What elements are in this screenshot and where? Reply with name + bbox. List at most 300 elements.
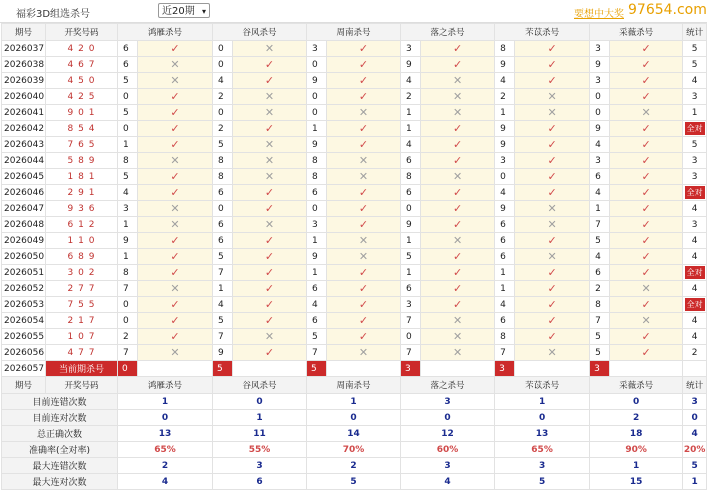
check-icon: ✓ [233, 57, 307, 73]
current-empty-cell [327, 361, 401, 377]
cross-icon: ✕ [421, 89, 495, 105]
stats-label: 最大连错次数 [2, 458, 118, 474]
kill-number: 9 [495, 137, 515, 153]
kill-number: 0 [495, 169, 515, 185]
kill-number: 0 [213, 201, 233, 217]
period-id: 2026038 [2, 57, 46, 73]
header-draw: 开奖号码 [46, 24, 118, 41]
check-icon: ✓ [233, 297, 307, 313]
cross-icon: ✕ [233, 169, 307, 185]
kill-number: 8 [307, 169, 327, 185]
stats-value: 3 [401, 458, 495, 474]
header-group: 谷风杀号 [213, 377, 307, 394]
check-icon: ✓ [138, 185, 213, 201]
kill-number-table [1, 23, 707, 490]
check-icon: ✓ [515, 169, 590, 185]
kill-number: 6 [401, 185, 421, 201]
kill-number: 3 [307, 41, 327, 57]
stats-label: 目前连对次数 [2, 410, 118, 426]
stats-label: 准确率(全对率) [2, 442, 118, 458]
draw-number: 8 5 4 [46, 121, 118, 137]
kill-number: 4 [213, 73, 233, 89]
stats-value: 5 [307, 474, 401, 490]
cross-icon: ✕ [421, 105, 495, 121]
row-stat: 4 [683, 313, 707, 329]
stats-value: 4 [118, 474, 213, 490]
kill-number: 6 [213, 217, 233, 233]
kill-number: 9 [401, 217, 421, 233]
check-icon: ✓ [233, 73, 307, 89]
kill-number: 1 [495, 265, 515, 281]
check-icon: ✓ [327, 281, 401, 297]
row-stat: 4 [683, 201, 707, 217]
row-stat: 3 [683, 217, 707, 233]
kill-number: 6 [590, 169, 610, 185]
check-icon: ✓ [327, 297, 401, 313]
draw-number: 1 1 0 [46, 233, 118, 249]
period-id: 2026051 [2, 265, 46, 281]
stats-value: 5 [495, 474, 590, 490]
header-group: 芣苡杀号 [495, 377, 590, 394]
draw-number: 7 6 5 [46, 137, 118, 153]
header-group: 周南杀号 [307, 377, 401, 394]
stats-value: 11 [213, 426, 307, 442]
table-row [2, 153, 707, 169]
kill-number: 1 [118, 217, 138, 233]
header-draw: 开奖号码 [46, 377, 118, 394]
kill-number: 5 [118, 169, 138, 185]
current-empty-cell [610, 361, 683, 377]
cross-icon: ✕ [327, 105, 401, 121]
row-stat: 5 [683, 41, 707, 57]
row-stat: 1 [683, 105, 707, 121]
check-icon: ✓ [421, 201, 495, 217]
draw-number: 4 2 5 [46, 89, 118, 105]
cross-icon: ✕ [233, 153, 307, 169]
kill-number: 3 [307, 217, 327, 233]
stats-value: 0 [401, 410, 495, 426]
all-correct-badge: 全对 [686, 124, 703, 133]
check-icon: ✓ [515, 137, 590, 153]
check-icon: ✓ [515, 329, 590, 345]
table-row [2, 169, 707, 185]
stats-row [2, 394, 707, 410]
draw-number: 2 7 7 [46, 281, 118, 297]
check-icon: ✓ [515, 57, 590, 73]
kill-number: 3 [590, 153, 610, 169]
header-group: 落之杀号 [401, 24, 495, 41]
stats-label: 总正确次数 [2, 426, 118, 442]
kill-number: 6 [213, 185, 233, 201]
row-stat: 4 [683, 249, 707, 265]
stats-value: 2 [590, 410, 683, 426]
cross-icon: ✕ [138, 153, 213, 169]
row-stat: 2 [683, 345, 707, 361]
kill-number: 1 [307, 265, 327, 281]
draw-number: 4 5 0 [46, 73, 118, 89]
check-icon: ✓ [421, 281, 495, 297]
kill-number: 9 [590, 121, 610, 137]
cross-icon: ✕ [610, 105, 683, 121]
kill-number: 0 [590, 105, 610, 121]
current-kill-number: 3 [495, 361, 515, 377]
kill-number: 7 [118, 345, 138, 361]
kill-number: 6 [495, 233, 515, 249]
check-icon: ✓ [610, 41, 683, 57]
current-empty-cell [421, 361, 495, 377]
kill-number: 9 [495, 121, 515, 137]
kill-number: 4 [590, 137, 610, 153]
cross-icon: ✕ [327, 345, 401, 361]
check-icon: ✓ [515, 121, 590, 137]
period-id: 2026049 [2, 233, 46, 249]
stats-value: 4 [683, 426, 707, 442]
period-id: 2026056 [2, 345, 46, 361]
kill-number: 0 [401, 329, 421, 345]
promo-link[interactable]: 要想中大奖 [574, 9, 624, 20]
check-icon: ✓ [138, 105, 213, 121]
stats-value: 1 [495, 394, 590, 410]
row-stat: 3 [683, 89, 707, 105]
stats-value: 65% [118, 442, 213, 458]
kill-number: 6 [307, 281, 327, 297]
kill-number: 6 [495, 217, 515, 233]
stats-label: 目前连错次数 [2, 394, 118, 410]
kill-number: 9 [495, 201, 515, 217]
cross-icon: ✕ [610, 281, 683, 297]
row-stat: 5 [683, 57, 707, 73]
check-icon: ✓ [515, 297, 590, 313]
cross-icon: ✕ [421, 233, 495, 249]
check-icon: ✓ [610, 89, 683, 105]
cross-icon: ✕ [610, 313, 683, 329]
kill-number: 6 [307, 313, 327, 329]
stats-value: 3 [401, 394, 495, 410]
table-row [2, 313, 707, 329]
all-correct-badge: 全对 [686, 300, 703, 309]
chevron-down-icon: ▾ [201, 7, 206, 16]
check-icon: ✓ [610, 345, 683, 361]
table-row [2, 41, 707, 57]
check-icon: ✓ [610, 217, 683, 233]
kill-number: 1 [118, 137, 138, 153]
kill-number: 5 [213, 249, 233, 265]
table-row [2, 73, 707, 89]
stats-value: 0 [307, 410, 401, 426]
kill-number: 0 [307, 57, 327, 73]
check-icon: ✓ [421, 153, 495, 169]
kill-number: 8 [213, 169, 233, 185]
draw-number: 7 5 5 [46, 297, 118, 313]
kill-number: 2 [590, 281, 610, 297]
cross-icon: ✕ [327, 153, 401, 169]
current-stat-cell [683, 361, 707, 377]
kill-number: 7 [495, 345, 515, 361]
kill-number: 8 [213, 153, 233, 169]
check-icon: ✓ [327, 265, 401, 281]
stats-value: 0 [213, 394, 307, 410]
kill-number: 2 [495, 89, 515, 105]
stats-value: 3 [495, 458, 590, 474]
kill-number: 8 [495, 329, 515, 345]
period-id: 2026040 [2, 89, 46, 105]
kill-number: 8 [495, 41, 515, 57]
check-icon: ✓ [138, 265, 213, 281]
kill-number: 1 [495, 105, 515, 121]
current-empty-cell [233, 361, 307, 377]
kill-number: 7 [213, 329, 233, 345]
cross-icon: ✕ [421, 73, 495, 89]
cross-icon: ✕ [421, 329, 495, 345]
check-icon: ✓ [610, 201, 683, 217]
cross-icon: ✕ [233, 41, 307, 57]
kill-number: 0 [213, 41, 233, 57]
kill-number: 6 [118, 57, 138, 73]
check-icon: ✓ [138, 249, 213, 265]
cross-icon: ✕ [138, 201, 213, 217]
cross-icon: ✕ [138, 345, 213, 361]
table-row [2, 281, 707, 297]
check-icon: ✓ [327, 329, 401, 345]
kill-number: 5 [401, 249, 421, 265]
kill-number: 7 [401, 345, 421, 361]
kill-number: 4 [495, 297, 515, 313]
check-icon: ✓ [327, 41, 401, 57]
header-group: 鸿雁杀号 [118, 377, 213, 394]
period-range-select[interactable] [158, 3, 210, 18]
cross-icon: ✕ [233, 105, 307, 121]
header-id: 期号 [2, 377, 46, 394]
stats-value: 1 [118, 394, 213, 410]
check-icon: ✓ [138, 41, 213, 57]
period-id: 2026045 [2, 169, 46, 185]
stats-value: 65% [495, 442, 590, 458]
stats-header [2, 377, 707, 394]
stats-label: 最大连对次数 [2, 474, 118, 490]
draw-number: 5 8 9 [46, 153, 118, 169]
stats-value: 6 [213, 474, 307, 490]
current-period-id: 2026057 [2, 361, 46, 377]
current-kill-number: 0 [118, 361, 138, 377]
draw-number: 2 9 1 [46, 185, 118, 201]
stats-value: 60% [401, 442, 495, 458]
check-icon: ✓ [138, 137, 213, 153]
table-row [2, 185, 707, 201]
stats-value: 18 [590, 426, 683, 442]
kill-number: 6 [213, 233, 233, 249]
top-bar [0, 0, 707, 23]
kill-number: 2 [213, 89, 233, 105]
stats-value: 12 [401, 426, 495, 442]
table-header [2, 24, 707, 41]
cross-icon: ✕ [515, 345, 590, 361]
kill-number: 6 [401, 281, 421, 297]
check-icon: ✓ [610, 137, 683, 153]
draw-number: 6 1 2 [46, 217, 118, 233]
kill-number: 5 [213, 313, 233, 329]
table-row [2, 345, 707, 361]
stats-row [2, 410, 707, 426]
check-icon: ✓ [515, 233, 590, 249]
row-stat [683, 297, 707, 313]
current-kill-number: 5 [307, 361, 327, 377]
check-icon: ✓ [233, 313, 307, 329]
check-icon: ✓ [421, 41, 495, 57]
stats-value: 0 [495, 410, 590, 426]
check-icon: ✓ [610, 153, 683, 169]
kill-number: 0 [213, 105, 233, 121]
cross-icon: ✕ [421, 345, 495, 361]
kill-number: 5 [590, 345, 610, 361]
cross-icon: ✕ [138, 73, 213, 89]
header-stat: 统计 [683, 377, 707, 394]
period-id: 2026055 [2, 329, 46, 345]
stats-value: 2 [307, 458, 401, 474]
kill-number: 9 [401, 57, 421, 73]
table-row [2, 249, 707, 265]
kill-number: 1 [590, 201, 610, 217]
kill-number: 5 [118, 73, 138, 89]
check-icon: ✓ [610, 73, 683, 89]
row-stat [683, 185, 707, 201]
cross-icon: ✕ [515, 217, 590, 233]
table-row [2, 217, 707, 233]
kill-number: 2 [213, 121, 233, 137]
row-stat: 3 [683, 153, 707, 169]
check-icon: ✓ [421, 185, 495, 201]
cross-icon: ✕ [233, 137, 307, 153]
header-stat: 统计 [683, 24, 707, 41]
table-row [2, 57, 707, 73]
check-icon: ✓ [515, 41, 590, 57]
table-row [2, 105, 707, 121]
kill-number: 9 [495, 57, 515, 73]
stats-value: 14 [307, 426, 401, 442]
check-icon: ✓ [610, 233, 683, 249]
current-kill-number: 3 [401, 361, 421, 377]
header-id: 期号 [2, 24, 46, 41]
kill-number: 8 [590, 297, 610, 313]
site-watermark: 97654.com [628, 2, 707, 18]
table-row [2, 265, 707, 281]
all-correct-badge: 全对 [686, 188, 703, 197]
period-id: 2026050 [2, 249, 46, 265]
check-icon: ✓ [327, 121, 401, 137]
kill-number: 3 [401, 297, 421, 313]
current-empty-cell [138, 361, 213, 377]
cross-icon: ✕ [327, 233, 401, 249]
check-icon: ✓ [610, 297, 683, 313]
stats-value: 15 [590, 474, 683, 490]
kill-number: 0 [118, 89, 138, 105]
stats-value: 1 [590, 458, 683, 474]
check-icon: ✓ [610, 185, 683, 201]
header-group: 周南杀号 [307, 24, 401, 41]
check-icon: ✓ [421, 137, 495, 153]
kill-number: 1 [401, 233, 421, 249]
kill-number: 1 [495, 281, 515, 297]
table-row [2, 329, 707, 345]
kill-number: 5 [307, 329, 327, 345]
period-id: 2026042 [2, 121, 46, 137]
current-kill-number: 3 [590, 361, 610, 377]
kill-number: 0 [118, 121, 138, 137]
kill-number: 9 [307, 73, 327, 89]
stats-value: 0 [590, 394, 683, 410]
cross-icon: ✕ [515, 249, 590, 265]
cross-icon: ✕ [138, 217, 213, 233]
check-icon: ✓ [421, 217, 495, 233]
kill-number: 9 [307, 249, 327, 265]
kill-number: 9 [307, 137, 327, 153]
check-icon: ✓ [327, 201, 401, 217]
check-icon: ✓ [421, 121, 495, 137]
stats-value: 1 [213, 410, 307, 426]
kill-number: 2 [118, 329, 138, 345]
check-icon: ✓ [515, 185, 590, 201]
check-icon: ✓ [327, 217, 401, 233]
check-icon: ✓ [138, 169, 213, 185]
row-stat: 4 [683, 281, 707, 297]
cross-icon: ✕ [327, 169, 401, 185]
kill-number: 4 [495, 185, 515, 201]
cross-icon: ✕ [421, 313, 495, 329]
kill-number: 6 [307, 185, 327, 201]
kill-number: 3 [401, 41, 421, 57]
kill-number: 1 [401, 121, 421, 137]
check-icon: ✓ [138, 313, 213, 329]
stats-row [2, 426, 707, 442]
check-icon: ✓ [610, 265, 683, 281]
draw-number: 4 2 0 [46, 41, 118, 57]
kill-number: 5 [590, 329, 610, 345]
row-stat [683, 121, 707, 137]
check-icon: ✓ [138, 329, 213, 345]
check-icon: ✓ [233, 281, 307, 297]
header-group: 鸿雁杀号 [118, 24, 213, 41]
kill-number: 3 [495, 153, 515, 169]
current-kill-number: 5 [213, 361, 233, 377]
check-icon: ✓ [138, 233, 213, 249]
stats-value: 4 [401, 474, 495, 490]
check-icon: ✓ [421, 249, 495, 265]
stats-value: 55% [213, 442, 307, 458]
kill-number: 6 [118, 41, 138, 57]
check-icon: ✓ [515, 313, 590, 329]
table-row [2, 137, 707, 153]
check-icon: ✓ [327, 185, 401, 201]
kill-number: 4 [495, 73, 515, 89]
stats-value: 13 [118, 426, 213, 442]
period-id: 2026053 [2, 297, 46, 313]
check-icon: ✓ [421, 297, 495, 313]
period-id: 2026052 [2, 281, 46, 297]
check-icon: ✓ [515, 281, 590, 297]
kill-number: 0 [118, 297, 138, 313]
stats-row [2, 442, 707, 458]
kill-number: 8 [401, 169, 421, 185]
kill-number: 7 [590, 313, 610, 329]
kill-number: 7 [590, 217, 610, 233]
current-kill-label: 当前期杀号 [46, 361, 118, 377]
check-icon: ✓ [233, 233, 307, 249]
stats-value: 5 [683, 458, 707, 474]
draw-number: 9 3 6 [46, 201, 118, 217]
table-row [2, 89, 707, 105]
header-group: 采薇杀号 [590, 377, 683, 394]
kill-number: 3 [590, 73, 610, 89]
kill-number: 0 [118, 313, 138, 329]
